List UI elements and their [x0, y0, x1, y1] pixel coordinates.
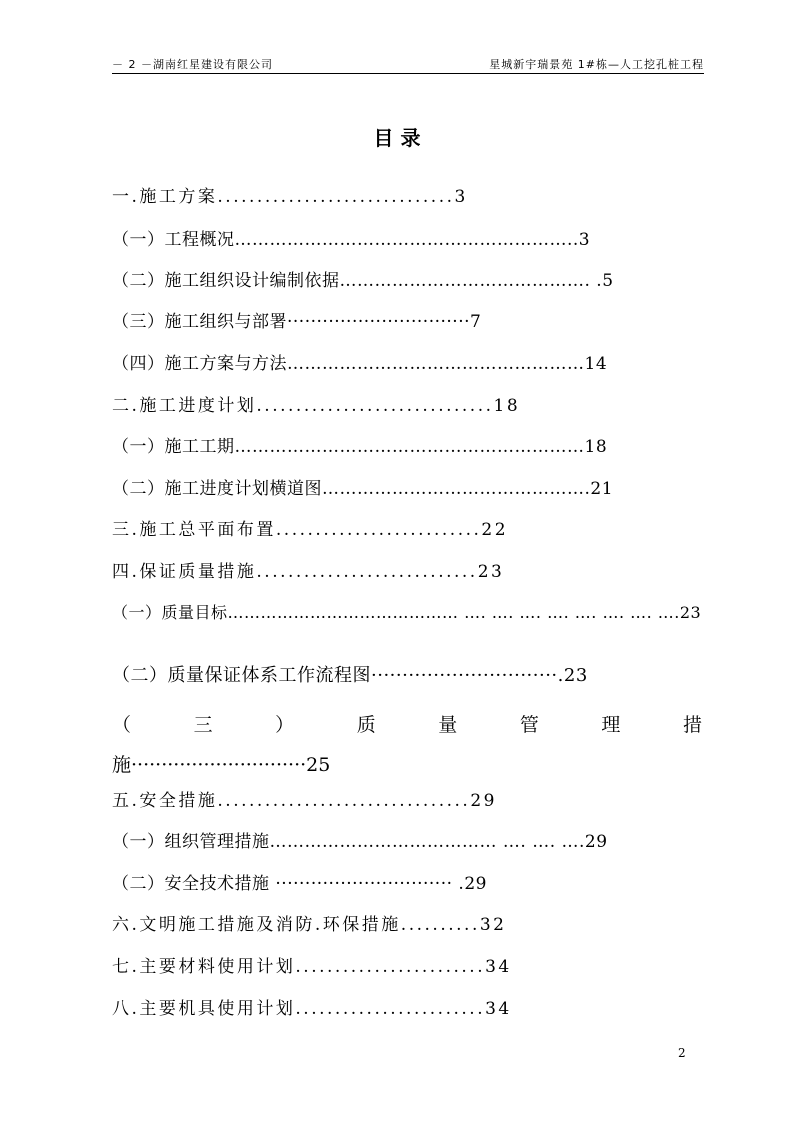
- spaced-char: 量: [438, 714, 458, 736]
- spaced-char: 措: [682, 714, 702, 736]
- toc-entry[interactable]: 三.施工总平面布置..........................22: [112, 520, 509, 540]
- toc-entry[interactable]: 四.保证质量措施............................23: [112, 562, 505, 582]
- toc-entry[interactable]: （二）施工组织设计编制依据……………………………………. .5: [112, 271, 614, 291]
- toc-entry[interactable]: （二）施工进度计划横道图……………………………………….21: [112, 479, 614, 499]
- toc-entry[interactable]: （一）施工工期……………………………………………………18: [112, 437, 608, 457]
- spaced-char: ）: [275, 714, 295, 736]
- toc-entry[interactable]: 八.主要机具使用计划........................34: [112, 999, 512, 1019]
- toc-entry[interactable]: 五.安全措施................................29: [112, 791, 497, 811]
- header-project: 星城新宇瑞景苑 1#栋—人工挖孔桩工程: [489, 58, 704, 71]
- spaced-char: （: [112, 714, 132, 736]
- spaced-char: 三: [193, 714, 213, 736]
- toc-entry[interactable]: （一）质量目标…………………………………… …. …. …. …. …. …. …. ….23: [112, 603, 702, 622]
- toc-entry-spaced[interactable]: [112, 710, 702, 737]
- toc-entry[interactable]: （一）工程概况…………………………………………………..3: [112, 230, 591, 250]
- page-number: 2: [678, 1046, 686, 1060]
- spaced-char: 理: [601, 714, 621, 736]
- page-header: [112, 56, 704, 73]
- toc-entry[interactable]: （四）施工方案与方法……………………………………………14: [112, 354, 608, 374]
- toc-entry[interactable]: （一）组织管理措施………………………………… …. …. ….29: [112, 832, 608, 852]
- toc-title: 目 录: [373, 126, 421, 150]
- header-company: － 2 －湖南红星建设有限公司: [112, 58, 273, 71]
- toc-entry[interactable]: （二）质量保证体系工作流程图······························.23: [112, 665, 588, 686]
- toc-entry[interactable]: 二.施工进度计划..............................18: [112, 396, 521, 416]
- toc-entry[interactable]: 一.施工方案..............................3: [112, 187, 468, 207]
- toc-entry[interactable]: （二）安全技术措施 ······························ .29: [112, 874, 487, 894]
- toc-entry[interactable]: 七.主要材料使用计划........................34: [112, 957, 512, 977]
- toc-entry[interactable]: （三）施工组织与部署·······························7: [112, 312, 482, 332]
- header-rule: [112, 73, 704, 74]
- spaced-char: 质: [356, 714, 376, 736]
- spaced-char: 管: [519, 714, 539, 736]
- toc-entry[interactable]: 六.文明施工措施及消防.环保措施..........32: [112, 915, 507, 935]
- toc-entry-continuation[interactable]: 施·····························25: [112, 754, 331, 776]
